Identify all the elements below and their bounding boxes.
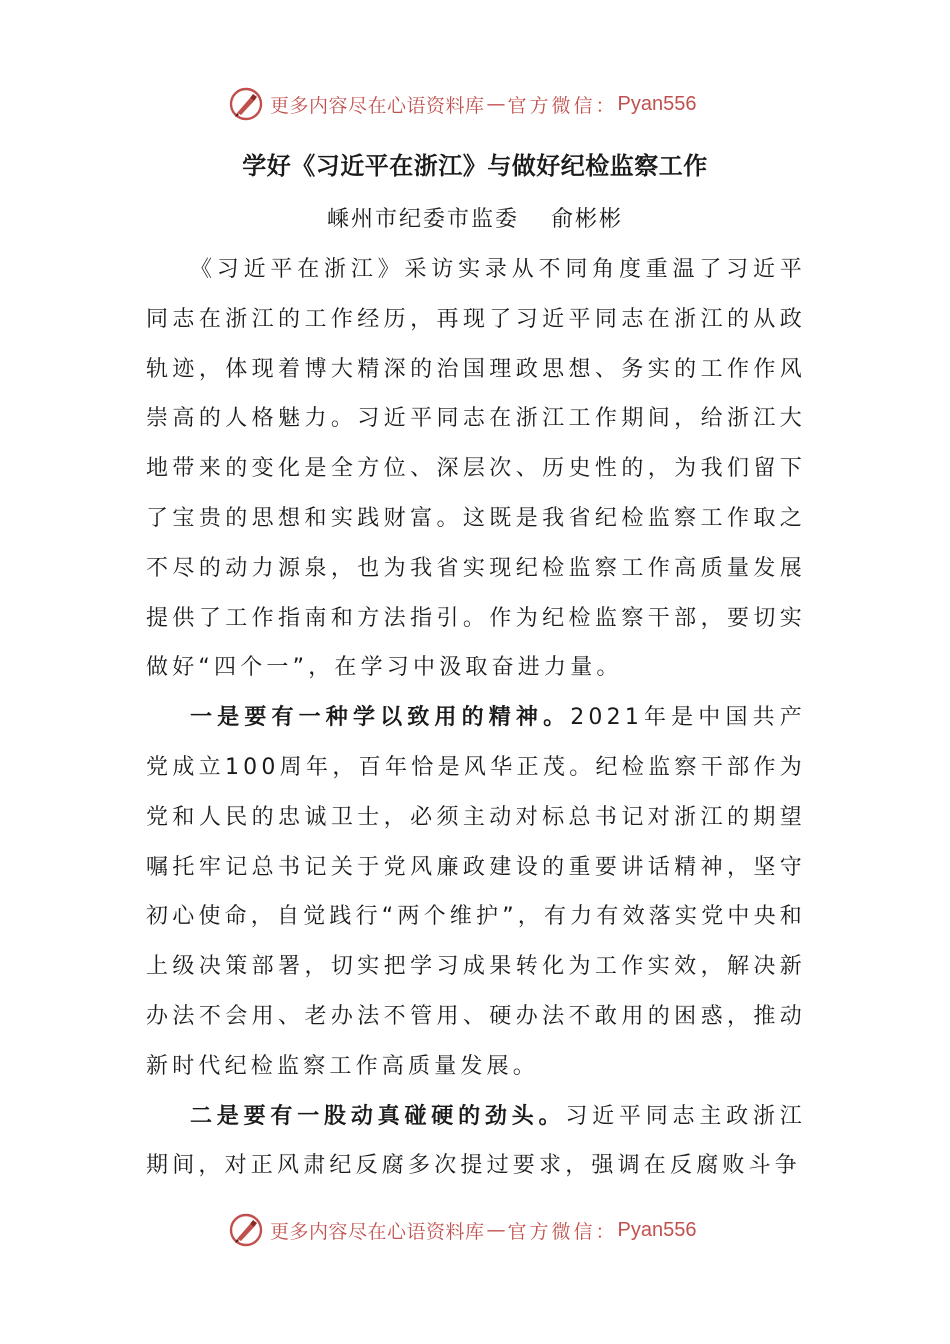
article-title: 学好《习近平在浙江》与做好纪检监察工作 — [242, 151, 708, 180]
byline-organization: 嵊州市纪委市监委 — [326, 207, 519, 232]
watermark-separator: — — [486, 1219, 506, 1241]
section-text: 2021年是中国共产党成立100周年，百年恰是风华正茂。纪检监察干部作为党和人民的忠诚卫士，必须主动对标总书记对浙江的期望嘱托牢记总书记关于党风廉政建设的重要讲话精神，坚守初心使命，自觉践行“两个维护”，有力有效落实党中央和上级决策部署，切实把学习成果转化为工作实效，解决新办法不会用、老办法不管用、硬办法不敢用的困惑，推动新时代纪检监察工作高质量发展。 — [146, 705, 806, 1079]
watermark-wechat-label: 官方微信： — [507, 1220, 618, 1243]
byline-author: 俞彬彬 — [551, 207, 624, 232]
watermark-wechat-id: Pyan556 — [617, 92, 697, 115]
section-lead: 二是要有一股动真碰硬的劲头。 — [190, 1102, 566, 1129]
article-body — [146, 245, 806, 1191]
watermark-separator: — — [486, 93, 506, 115]
watermark-wechat-id: Pyan556 — [617, 1218, 697, 1241]
section-text: 习近平同志主政浙江期间，对正风肃纪反腐多次提过要求，强调在反腐败斗争 — [146, 1103, 806, 1179]
section-paragraph — [146, 693, 806, 1091]
watermark-site-text: 更多内容尽在心语资料库 — [270, 94, 485, 117]
watermark-wechat-label: 官方微信： — [507, 94, 618, 117]
watermark-site-text: 更多内容尽在心语资料库 — [270, 1220, 485, 1243]
section-lead: 一是要有一种学以致用的精神。 — [190, 704, 571, 731]
pen-seal-icon — [228, 1212, 264, 1248]
article-byline — [0, 200, 950, 240]
pen-seal-icon — [228, 86, 264, 122]
section-paragraph — [146, 1092, 806, 1192]
intro-paragraph: 《习近平在浙江》采访实录从不同角度重温了习近平同志在浙江的工作经历，再现了习近平同志在浙江的从政轨迹，体现着博大精深的治国理政思想、务实的工作作风崇高的人格魅力。习近平同志在浙江工作期间，给浙江大地带来的变化是全方位、深层次、历史性的，为我们留下了宝贵的思想和实践财富。这既是我省纪检监察工作取之不尽的动力源泉，也为我省实现纪检监察工作高质量发展提供了工作指南和方法指引。作为纪检监察干部，要切实做好“四个一”，在学习中汲取奋进力量。 — [146, 257, 806, 681]
watermark-banner-top — [228, 84, 697, 124]
watermark-banner-bottom — [228, 1210, 697, 1250]
